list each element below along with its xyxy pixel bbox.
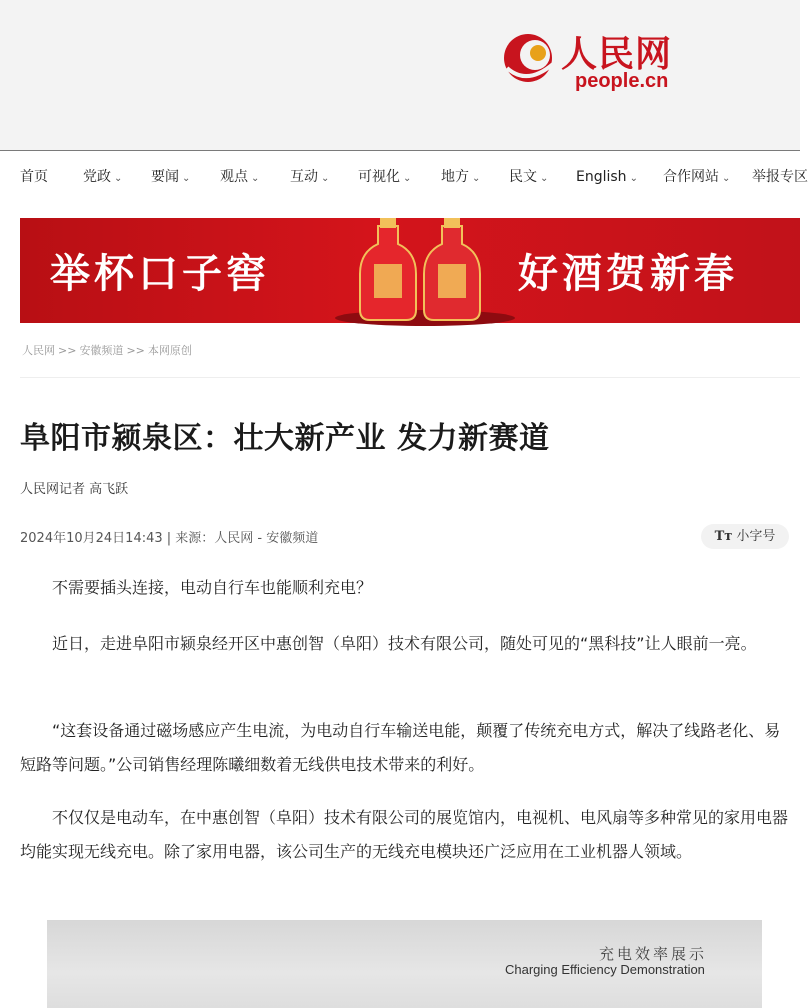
- photo-caption-cn: 充电效率展示: [599, 945, 708, 963]
- article-photo: [47, 920, 762, 1008]
- breadcrumb-separator: >>: [126, 344, 145, 357]
- nav-item-label: 合作网站: [663, 169, 719, 185]
- breadcrumb: [22, 342, 192, 358]
- article-author: 人民网记者 高飞跃: [20, 482, 129, 497]
- liquor-bottles-icon: [330, 218, 520, 323]
- chevron-down-icon: ⌄: [114, 173, 123, 184]
- site-header: [0, 0, 800, 150]
- chevron-down-icon: ⌄: [540, 173, 549, 184]
- nav-item-label: 民文: [509, 169, 537, 185]
- nav-item-label: 地方: [441, 169, 469, 185]
- nav-item-label: 党政: [83, 169, 111, 185]
- chevron-down-icon: ⌄: [629, 173, 638, 184]
- nav-item[interactable]: [220, 151, 259, 203]
- site-logo[interactable]: [497, 22, 697, 102]
- nav-item[interactable]: [83, 151, 122, 203]
- divider: [20, 377, 800, 378]
- breadcrumb-link[interactable]: 人民网: [22, 344, 55, 357]
- ad-banner[interactable]: [20, 218, 800, 323]
- banner-left-text: 举杯口子窖: [50, 250, 270, 297]
- people-logo-icon: [497, 22, 563, 88]
- chevron-down-icon: ⌄: [472, 173, 481, 184]
- chevron-down-icon: ⌄: [251, 173, 260, 184]
- nav-item-label: 观点: [220, 169, 248, 185]
- logo-text-cn: 人民网: [561, 33, 673, 75]
- article-paragraph: “这套设备通过磁场感应产生电流，为电动自行车输送电能，颠覆了传统充电方式，解决了线路老化、易短路等问题。”公司销售经理陈曦细数着无线供电技术带来的利好。: [20, 721, 781, 774]
- chevron-down-icon: ⌄: [321, 173, 330, 184]
- nav-item-label: 可视化: [358, 169, 400, 185]
- photo-caption-en: Charging Efficiency Demonstration: [505, 962, 705, 977]
- nav-item-label: English: [576, 169, 627, 185]
- breadcrumb-link[interactable]: 安徽频道: [79, 344, 124, 357]
- banner-right-text: 好酒贺新春: [518, 250, 738, 297]
- font-size-icon: Tт: [714, 529, 733, 544]
- nav-item-label: 要闻: [151, 169, 179, 185]
- breadcrumb-separator: >>: [58, 344, 77, 357]
- article-paragraph: 不需要插头连接，电动自行车也能顺利充电？: [52, 578, 373, 597]
- chevron-down-icon: ⌄: [403, 173, 412, 184]
- chevron-down-icon: ⌄: [722, 173, 731, 184]
- nav-item[interactable]: [576, 151, 638, 203]
- nav-item[interactable]: [752, 151, 808, 203]
- nav-item[interactable]: [441, 151, 480, 203]
- nav-item-label: 互动: [290, 169, 318, 185]
- nav-item[interactable]: [509, 151, 548, 203]
- nav-item[interactable]: [290, 151, 329, 203]
- article-meta: 2024年10月24日14:43 | 来源：人民网 - 安徽频道: [20, 531, 319, 546]
- article-paragraph: 不仅仅是电动车，在中惠创智（阜阳）技术有限公司的展览馆内，电视机、电风扇等多种常见的家用电器均能实现无线充电。除了家用电器，该公司生产的无线充电模块还广泛应用在工业机器人领域。: [20, 808, 789, 861]
- font-size-label: 小字号: [736, 529, 776, 544]
- article-title: 阜阳市颍泉区：壮大新产业 发力新赛道: [20, 421, 550, 456]
- nav-item[interactable]: [358, 151, 411, 203]
- article-paragraph: 近日，走进阜阳市颍泉经开区中惠创智（阜阳）技术有限公司，随处可见的“黑科技”让人眼前一亮。: [52, 634, 757, 653]
- nav-item-label: 举报专区: [752, 169, 808, 185]
- font-size-button[interactable]: [701, 524, 789, 549]
- nav-item[interactable]: [663, 151, 730, 203]
- logo-text-en: people.cn: [575, 70, 669, 92]
- nav-item-label: 首页: [20, 169, 48, 185]
- nav-item[interactable]: [151, 151, 190, 203]
- nav-item[interactable]: [20, 151, 48, 203]
- main-nav: [0, 150, 808, 202]
- breadcrumb-link[interactable]: 本网原创: [147, 344, 192, 357]
- chevron-down-icon: ⌄: [182, 173, 191, 184]
